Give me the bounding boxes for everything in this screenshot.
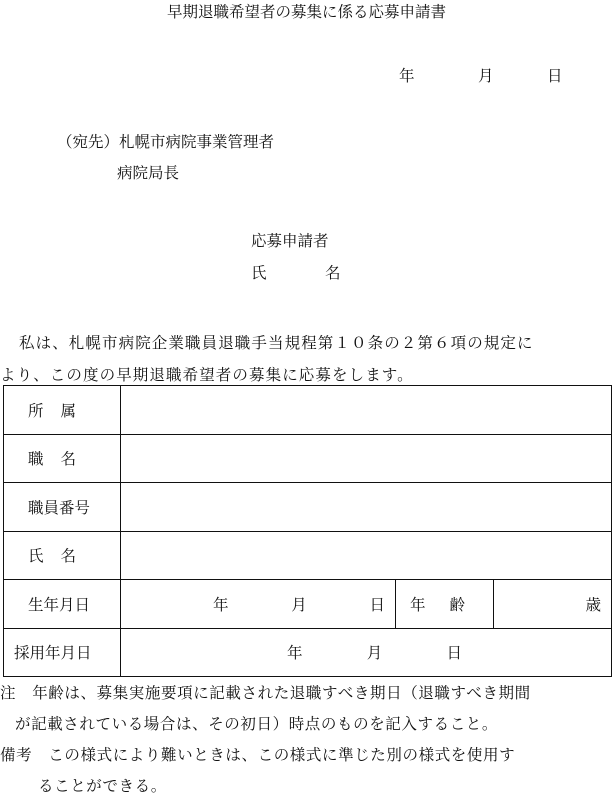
date-month-label: 月	[478, 67, 494, 85]
birth-day-unit: 日	[369, 595, 385, 614]
form-name-char-2: 名	[60, 547, 76, 566]
affiliation-char-2: 属	[60, 401, 76, 420]
form-name-char-1: 氏	[28, 547, 44, 566]
affiliation-field[interactable]	[121, 386, 612, 435]
addressee-title: 病院局長	[117, 164, 180, 182]
applicant-label: 応募申請者	[251, 232, 329, 250]
row-staff-number	[4, 483, 612, 532]
staff-number-field[interactable]	[121, 483, 612, 532]
row-hire-date	[4, 628, 612, 677]
age-label	[396, 580, 494, 629]
staff-number-label: 職員番号	[4, 483, 121, 532]
note-line-1: 注 年齢は、募集実施要項に記載された退職すべき期日（退職すべき期間	[0, 684, 531, 702]
birth-date-field[interactable]	[121, 580, 396, 629]
note-line-2: が記載されている場合は、その初日）時点のものを記入すること。	[15, 715, 499, 733]
position-label	[4, 434, 121, 483]
affiliation-label	[4, 386, 121, 435]
position-char-2: 名	[60, 450, 76, 469]
date-day-label: 日	[547, 67, 563, 85]
name-char-1: 氏	[251, 264, 267, 282]
addressee-line: （宛先）札幌市病院事業管理者	[57, 133, 275, 151]
date-year-label: 年	[399, 67, 415, 85]
document-title: 早期退職希望者の募集に係る応募申請書	[166, 3, 446, 21]
body-text-line-2: より、この度の早期退職希望者の募集に応募をします。	[0, 366, 414, 384]
age-field[interactable]	[494, 580, 612, 629]
name-field[interactable]	[121, 531, 612, 580]
birth-year-unit: 年	[213, 595, 229, 614]
position-field[interactable]	[121, 434, 612, 483]
row-affiliation	[4, 386, 612, 435]
name-char-2: 名	[325, 264, 341, 282]
hire-month-unit: 月	[366, 644, 383, 663]
birth-month-unit: 月	[291, 595, 307, 614]
body-text-line-1: 私は、札幌市病院企業職員退職手当規程第１０条の２第６項の規定に	[19, 334, 534, 352]
applicant-name-label	[251, 263, 341, 283]
remark-line-2: ることができる。	[38, 777, 167, 795]
position-char-1: 職	[28, 450, 44, 469]
application-form-table	[3, 385, 612, 677]
remark-line-1: 備考 この様式により難いときは、この様式に準じた別の様式を使用す	[0, 746, 516, 764]
hire-date-label: 採用年月日	[4, 628, 121, 677]
hire-day-unit: 日	[446, 644, 462, 663]
affiliation-char-1: 所	[28, 401, 44, 420]
age-unit: 歳	[585, 595, 602, 614]
row-position	[4, 434, 612, 483]
hire-date-field[interactable]	[121, 628, 612, 677]
row-birth-date	[4, 580, 612, 629]
name-label	[4, 531, 121, 580]
birth-date-label: 生年月日	[4, 580, 121, 629]
age-char-2: 齢	[449, 595, 465, 614]
age-char-1: 年	[410, 595, 426, 614]
row-name	[4, 531, 612, 580]
hire-year-unit: 年	[287, 644, 303, 663]
